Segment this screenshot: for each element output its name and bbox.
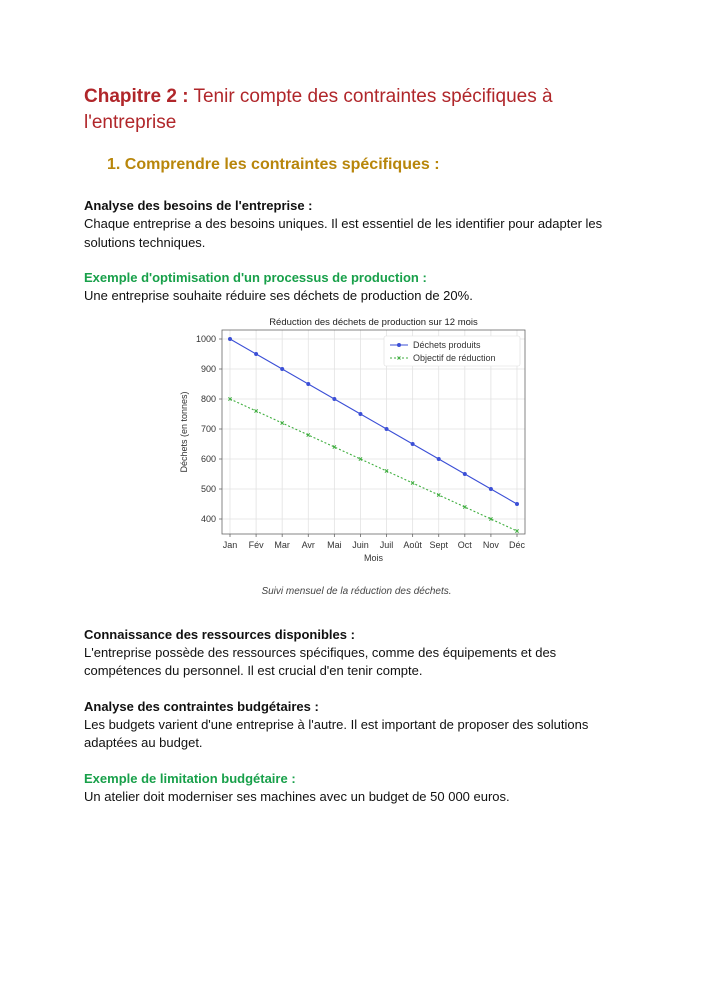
data-point [463, 472, 467, 476]
block-budget-example [84, 770, 629, 807]
block-text: Chaque entreprise a des besoins uniques. Il est essentiel de les identifier pour adapter les solutions techniques. [84, 216, 603, 250]
data-point [411, 442, 415, 446]
data-point [332, 397, 336, 401]
data-point [489, 487, 493, 491]
block-title: Analyse des besoins de l'entreprise : [84, 198, 313, 213]
block-title: Exemple de limitation budgétaire : [84, 770, 296, 786]
data-point [358, 412, 362, 416]
legend-label: Déchets produits [413, 339, 481, 350]
x-tick-label: Juin [352, 539, 369, 550]
document-page [84, 84, 629, 823]
block-text: Un atelier doit moderniser ses machines avec un budget de 50 000 euros. [84, 788, 510, 804]
chart-caption: Suivi mensuel de la réduction des déchets. [261, 585, 452, 597]
x-tick-label: Oct [457, 539, 472, 550]
x-tick-label: Juil [379, 539, 394, 550]
x-tick-label: Sept [429, 539, 448, 550]
data-point [437, 457, 441, 461]
y-tick-label: 900 [200, 363, 216, 374]
y-tick-label: 400 [200, 513, 216, 524]
chart-figure [84, 316, 629, 606]
data-point [254, 352, 258, 356]
x-tick-label: Avr [301, 539, 315, 550]
x-tick-label: Jan [222, 539, 238, 550]
block-needs-analysis [84, 197, 629, 252]
block-resources [84, 626, 629, 681]
block-title: Connaissance des ressources disponibles : [84, 626, 355, 642]
block-text: Une entreprise souhaite réduire ses déchets de production de 20%. [84, 288, 473, 303]
x-tick-label: Nov [482, 539, 499, 550]
y-axis-label: Déchets (en tonnes) [179, 390, 189, 473]
y-tick-label: 700 [200, 423, 216, 434]
x-tick-label: Fév [248, 539, 264, 550]
block-production-example [84, 269, 629, 306]
chapter-title-text: Tenir compte des contraintes spécifiques à l'entreprise [84, 86, 553, 133]
block-title: Exemple d'optimisation d'un processus de production : [84, 270, 427, 285]
chapter-title [84, 84, 629, 136]
x-tick-label: Mar [274, 539, 290, 550]
y-tick-label: 500 [200, 483, 216, 494]
block-text: Les budgets varient d'une entreprise à l'autre. Il est important de proposer des solutions adaptées au budget. [84, 716, 589, 750]
line-chart [84, 316, 629, 581]
section-heading: 1. Comprendre les contraintes spécifiques : [107, 156, 440, 173]
legend-marker [397, 343, 401, 347]
data-point [306, 382, 310, 386]
y-tick-label: 1000 [195, 333, 216, 344]
data-point [228, 337, 232, 341]
legend-label: Objectif de réduction [413, 352, 496, 363]
chapter-label: Chapitre 2 : [84, 86, 189, 107]
x-tick-label: Déc [508, 539, 526, 550]
x-axis-label: Mois [363, 552, 384, 563]
x-tick-label: Mai [327, 539, 342, 550]
data-point [280, 367, 284, 371]
chart-title: Réduction des déchets de production sur 12 mois [269, 316, 478, 328]
block-text: L'entreprise possède des ressources spécifiques, comme des équipements et des compétences du personnel. Il est crucial d'en tenir compte. [84, 644, 557, 678]
x-tick-label: Août [403, 539, 422, 550]
block-title: Analyse des contraintes budgétaires : [84, 698, 319, 714]
data-point [385, 427, 389, 431]
data-point [515, 502, 519, 506]
block-budget-constraints [84, 698, 629, 753]
y-tick-label: 800 [200, 393, 216, 404]
y-tick-label: 600 [200, 453, 216, 464]
